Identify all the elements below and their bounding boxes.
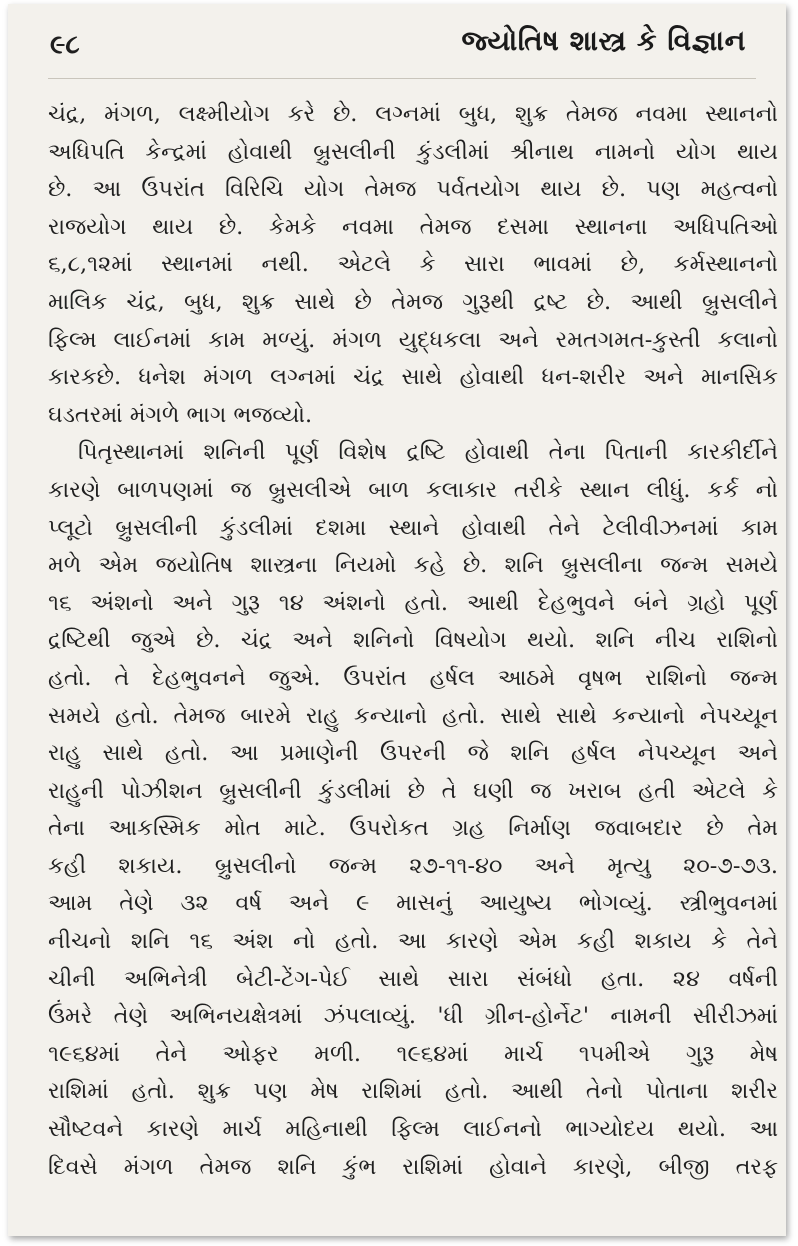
text-line: ૧૬ અંશનો અને ગુરૂ ૧૪ અંશનો હતો. આથી દેહભુવને બંને ગ્રહો પૂર્ણ (48, 589, 778, 616)
text-line: દ્રષ્ટિથી જુએ છે. ચંદ્ર અને શનિનો વિષયોગ થયો. શનિ નીચ રાશિનો (48, 627, 778, 654)
text-line: સૌષ્ટવને કારણે માર્ચ મહિનાથી ફિલ્મ લાઈનનો ભાગ્યોદય થયો. આ (48, 1116, 778, 1143)
text-line: ૧૯૬૪માં તેને ઓફર મળી. ૧૯૬૪માં માર્ચ ૧૫મીએ ગુરૂ મેષ (48, 1040, 778, 1067)
book-page (8, 4, 786, 1236)
text-line: તેના આકસ્મિક મોત માટે. ઉપરોકત ગ્રહ નિર્માણ જવાબદાર છે તેમ (48, 815, 778, 842)
text-line: ઘડતરમાં મંગળે ભાગ ભજવ્યો. (48, 401, 313, 428)
text-line: ચંદ્ર, મંગળ, લક્ષ્મીયોગ કરે છે. લગ્નમાં બુધ, શુક્ર તેમજ નવમા સ્થાનનો (48, 101, 778, 127)
body-text (48, 96, 778, 1186)
text-line: ૬,૮,૧૨માં સ્થાનમાં નથી. એટલે કે સારા ભાવમાં છે, કર્મસ્થાનનો (48, 251, 778, 278)
text-line: ઉંમરે તેણે અભિનયક્ષેત્રમાં ઝંપલાવ્યું. 'ધી ગ્રીન-હોર્નેટ' નામની સીરીઝમાં (48, 1003, 778, 1030)
text-line: પિતૃસ્થાનમાં શનિની પૂર્ણ વિશેષ દ્રષ્ટિ હોવાથી તેના પિતાની કારકીર્દીને (78, 439, 778, 466)
text-line: રાશિમાં હતો. શુક્ર પણ મેષ રાશિમાં હતો. આથી તેનો પોતાના શરીર (48, 1078, 778, 1105)
text-line: રાહુની પોઝીશન બ્રુસલીની કુંડલીમાં છે તે ઘણી જ ખરાબ હતી એટલે કે (48, 777, 778, 804)
text-line: કહી શકાય. બ્રુસલીનો જન્મ ૨૭-૧૧-૪૦ અને મૃત્યુ ૨૦-૭-૭૩. (48, 852, 778, 879)
text-line: સમયે હતો. તેમજ બારમે રાહુ કન્યાનો હતો. સાથે સાથે કન્યાનો નેપચ્યૂન (48, 702, 778, 729)
text-line: માલિક ચંદ્ર, બુધ, શુક્ર સાથે છે તેમજ ગુરૂથી દ્રષ્ટ છે. આથી બ્રુસલીને (48, 288, 778, 315)
page-header (8, 4, 786, 84)
header-divider (48, 78, 756, 79)
text-line: છે. આ ઉપરાંત વિરિચિ યોગ તેમજ પર્વતયોગ થાય છે. પણ મહત્વનો (48, 176, 778, 203)
page-number: ૯૮ (50, 30, 80, 60)
running-title: જ્યોતિષ શાસ્ત્ર કે વિજ્ઞાન (461, 24, 746, 57)
text-line: નીચનો શનિ ૧૬ અંશ નો હતો. આ કારણે એમ કહી શકાય કે તેને (48, 928, 778, 955)
text-line: રાહુ સાથે હતો. આ પ્રમાણેની ઉપરની જે શનિ હર્ષલ નેપચ્યૂન અને (48, 740, 778, 767)
text-line: ફિલ્મ લાઈનમાં કામ મળ્યું. મંગળ યુદ્ધકલા અને રમતગમત-કુસ્તી કલાનો (48, 326, 778, 353)
text-line: મળે એમ જયોતિષ શાસ્ત્રના નિયમો કહે છે. શનિ બ્રુસલીના જન્મ સમયે (48, 552, 778, 579)
text-line: રાજયોગ થાય છે. કેમકે નવમા તેમજ દસમા સ્થાનના અધિપતિઓ (48, 213, 778, 240)
text-line: કારકછે. ધનેશ મંગળ લગ્નમાં ચંદ્ર સાથે હોવાથી ધન-શરીર અને માનસિક (48, 364, 778, 391)
text-line: ચીની અભિનેત્રી બેટી-ટેંગ-પેઈ સાથે સારા સંબંધો હતા. ૨૪ વર્ષની (48, 965, 778, 992)
text-line: અધિપતિ કેન્દ્રમાં હોવાથી બ્રુસલીની કુંડલીમાં શ્રીનાથ નામનો યોગ થાય (48, 138, 778, 165)
text-line: દિવસે મંગળ તેમજ શનિ કુંભ રાશિમાં હોવાને કારણે, બીજી તરફ (48, 1153, 778, 1180)
text-line: આમ તેણે ૩૨ વર્ષ અને ૯ માસનું આયુષ્ય ભોગવ્યું. સ્ત્રીભુવનમાં (48, 890, 778, 917)
text-line: કારણે બાળપણમાં જ બ્રુસલીએ બાળ કલાકાર તરીકે સ્થાન લીધું. કર્ક નો (48, 476, 778, 503)
text-line: હતો. તે દેહભુવનને જુએ. ઉપરાંત હર્ષલ આઠમે વૃષભ રાશિનો જન્મ (48, 664, 778, 691)
text-line: પ્લૂટો બ્રુસલીની કુંડલીમાં દશમા સ્થાને હોવાથી તેને ટેલીવીઝનમાં કામ (48, 514, 778, 541)
